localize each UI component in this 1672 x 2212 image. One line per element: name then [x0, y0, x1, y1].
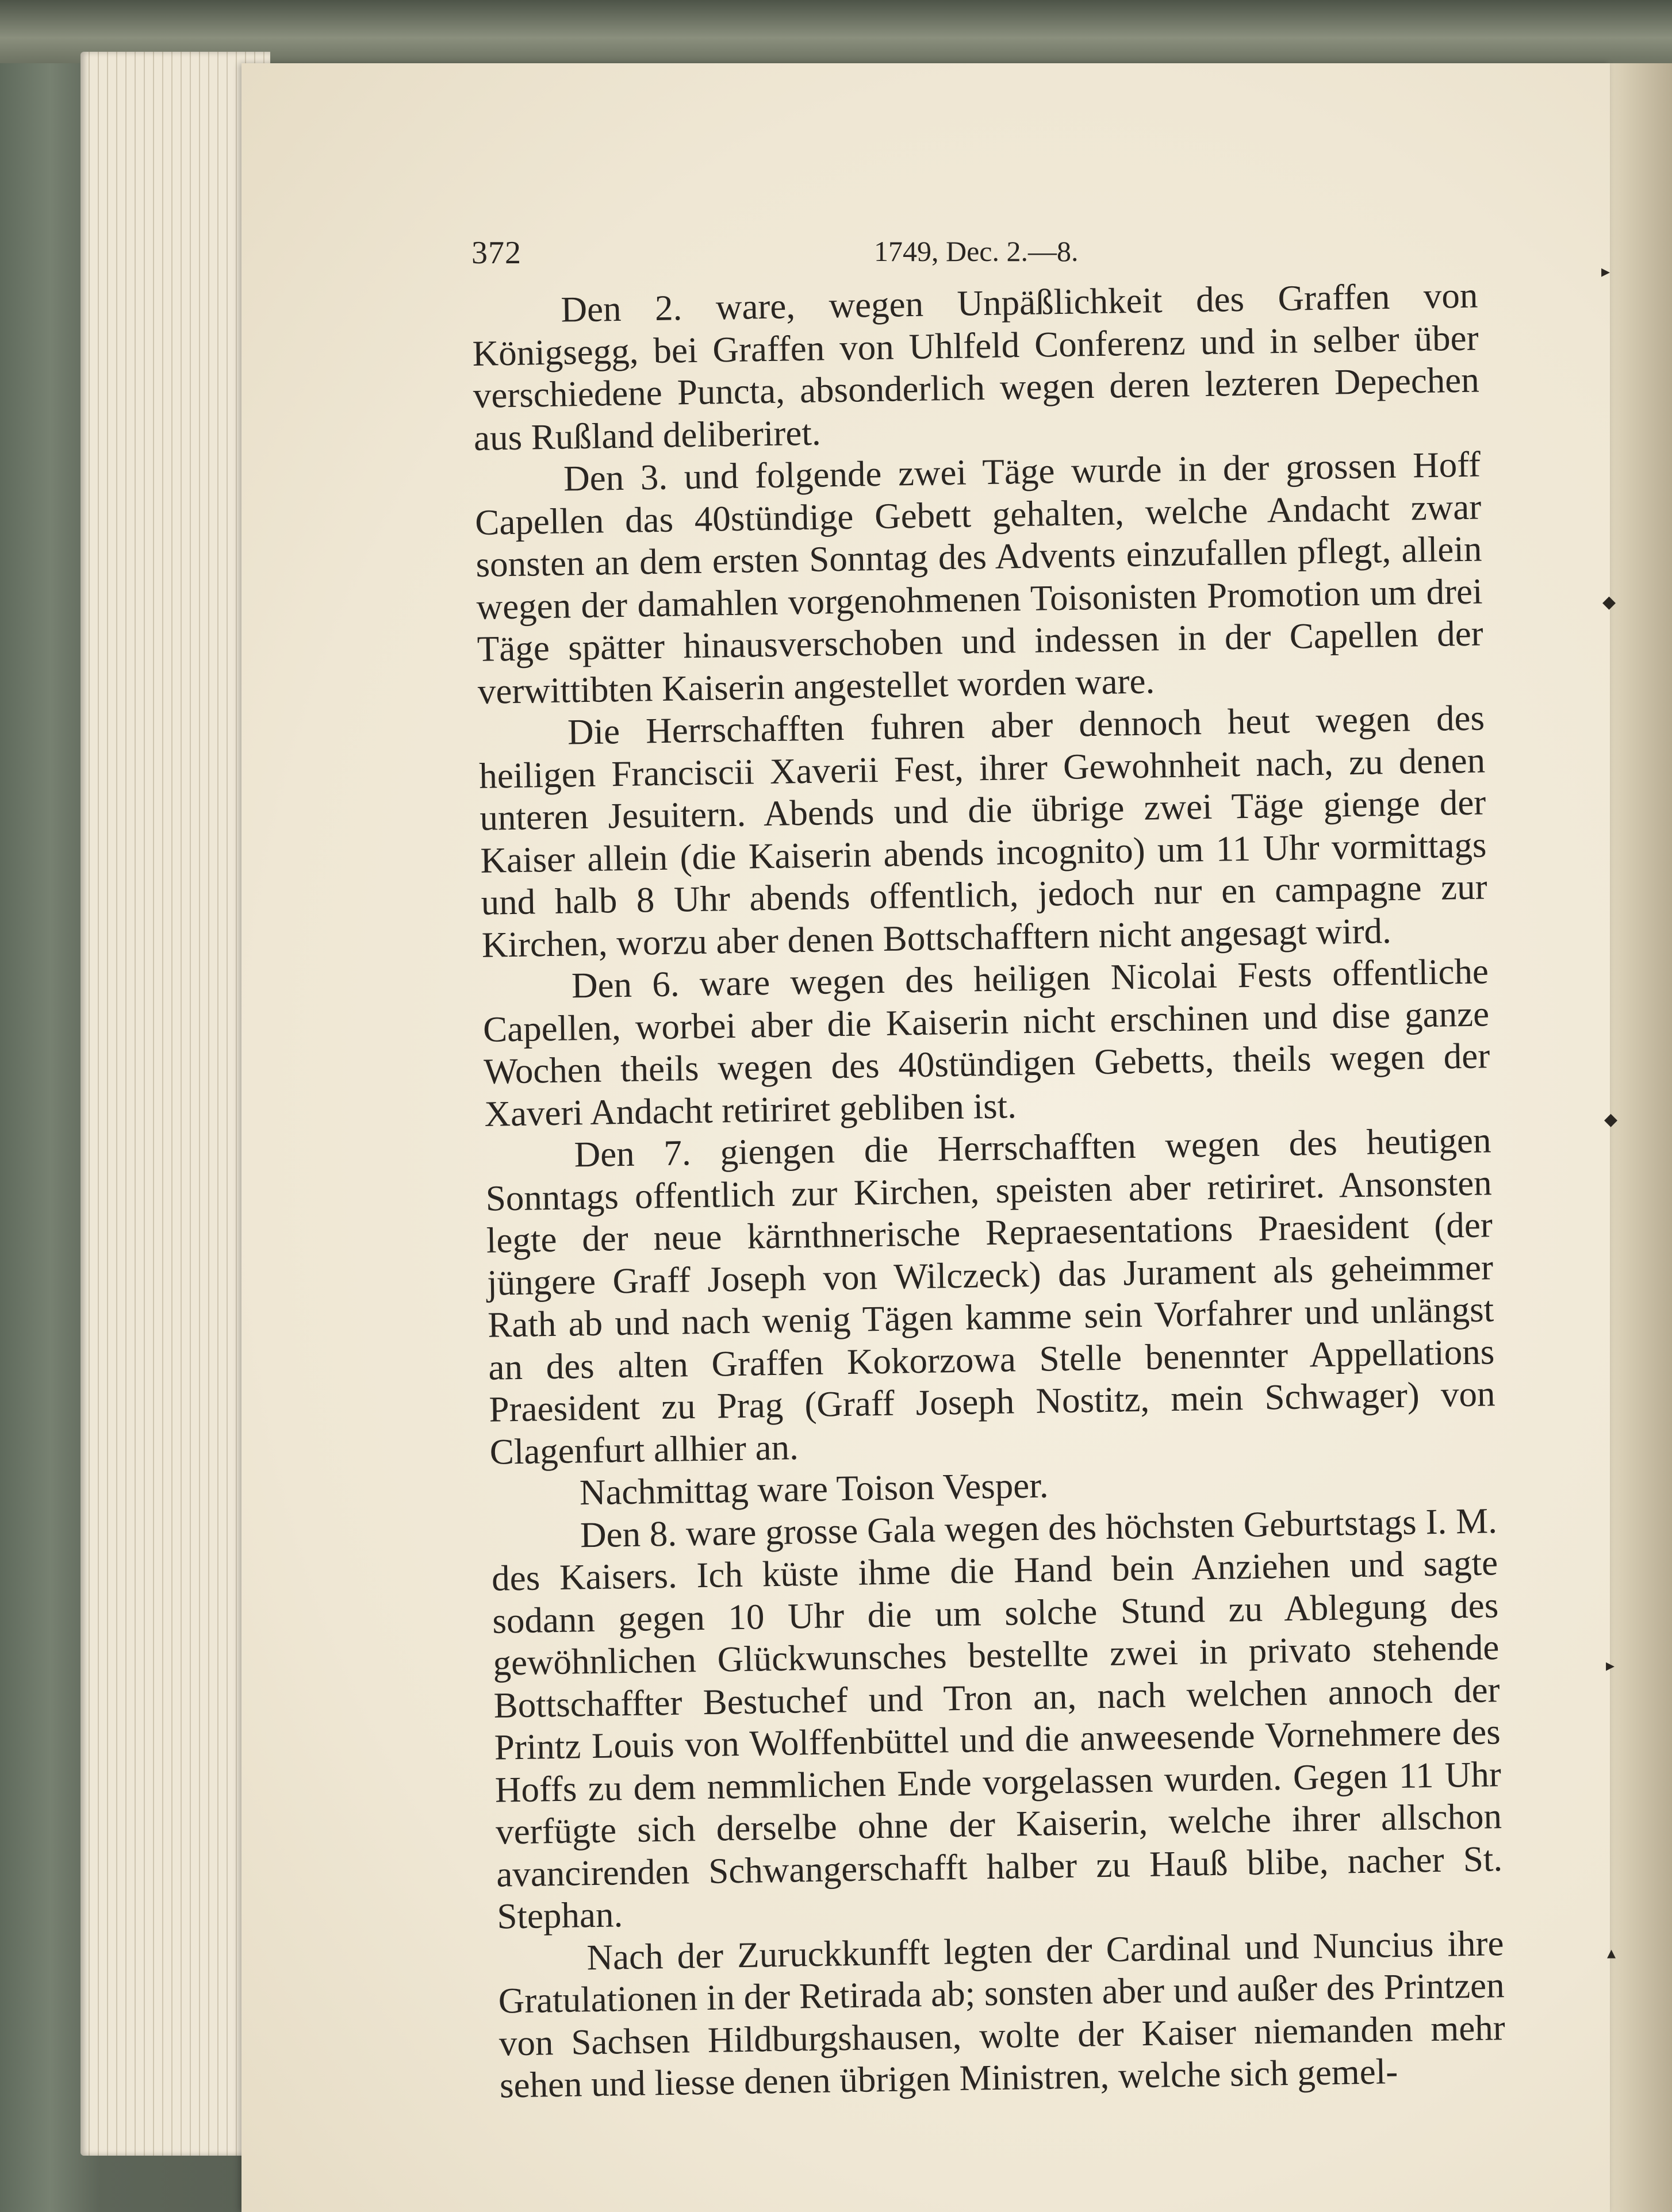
paragraph: Die Herrschafften fuhren aber dennoch heut wegen des heiligen Franciscii Xaverii Fest, ihrer Gewohnheit nach, zu denen unteren Jesuitern. Abends und die übrige zwei Täge gienge der Kaiser allein (die Kaiserin abends incognito) um 11 Uhr vormittags und halb 8 Uhr abends offentlich, jedoch nur en campagne zur Kirchen, worzu aber denen Bottschafftern nicht angesagt wird. — [478, 697, 1488, 965]
paragraph: Den 2. ware, wegen Unpäßlichkeit des Graffen von Königsegg, bei Graffen von Uhlfeld Conferenz und in selber über verschiedene Puncta, absonderlich wegen deren lezteren Depechen aus Rußland deliberiret. — [472, 275, 1480, 458]
paragraph: Nachmittag ware Toison Vesper. — [579, 1465, 1049, 1513]
paragraph: Den 6. ware wegen des heiligen Nicolai Fests offentliche Capellen, worbei aber die Kaiserin nicht erschinen und dise ganze Wochen theils wegen des 40stündigen Gebetts, theils wegen der Xaveri Andacht retiriret gebliben ist. — [482, 951, 1490, 1134]
paragraph: Nach der Zuruckkunfft legten der Cardinal und Nuncius ihre Gratulationen in der Retirada ab; sonsten aber und außer des Printzen von Sachsen Hildburgshausen, wolte der Kaiser niemanden mehr sehen und liesse denen übrigen Ministren, welche sich gemel- — [498, 1922, 1506, 2106]
paragraph: Den 8. ware grosse Gala wegen des höchsten Geburtstags I. M. des Kaisers. Ich küste ihme die Hand bein Anziehen und sagte sodann gegen 10 Uhr die um solche Stund zu Ablegung des gewöhnlichen Glückwunsches bestellte zwei in privato stehende Bottschaffter Bestuchef und Tron an, nach welchen annoch der Printz Louis von Wolffenbüttel und die anweesende Vornehmere des Hoffs zu dem nemmlichen Ende vorgelassen wurden. Gegen 11 Uhr verfügte sich derselbe ohne der Kaiserin, welche ihrer allschon avancirenden Schwangerschafft halber zu Hauß blibe, nacher St. Stephan. — [491, 1500, 1503, 1937]
binding-mark-icon: ▸ — [1606, 1656, 1615, 1676]
binding-mark-icon: ◆ — [1604, 1109, 1618, 1130]
binding-mark-icon: ▸ — [1601, 262, 1610, 282]
running-head — [471, 235, 1483, 269]
page-number: 372 — [471, 235, 521, 271]
binding-mark-icon: ▴ — [1607, 1943, 1616, 1963]
binding-mark-icon: ◆ — [1602, 592, 1616, 612]
header-title: 1749, Dec. 2.—8. — [874, 235, 1079, 267]
body-text — [471, 275, 1506, 2107]
paragraph: Den 3. und folgende zwei Täge wurde in der grossen Hoff Capellen das 40stündige Gebett gehalten, welche Andacht zwar sonsten an dem ersten Sonntag des Advents einzufallen pflegt, allein wegen der damahlen vorgenohmenen Toisonisten Promotion um drei Täge spätter hinausverschoben und indessen in der Capellen der verwittibten Kaiserin angestellet worden ware. — [474, 444, 1484, 712]
paragraph: Den 7. giengen die Herrschafften wegen des heutigen Sonntags offentlich zur Kirchen, speisten aber retiriret. Ansonsten legte der neue kärnthnerische Repraesentations Praesident (der jüngere Graff Joseph von Wilczeck) das Jurament als geheimmer Rath ab und nach wenig Tägen kamme sein Vorfahrer und unlängst an des alten Graffen Kokorzowa Stelle benennter Appellations Praesident zu Prag (Graff Joseph Nostitz, mein Schwager) von Clagenfurt allhier an. — [485, 1120, 1495, 1472]
